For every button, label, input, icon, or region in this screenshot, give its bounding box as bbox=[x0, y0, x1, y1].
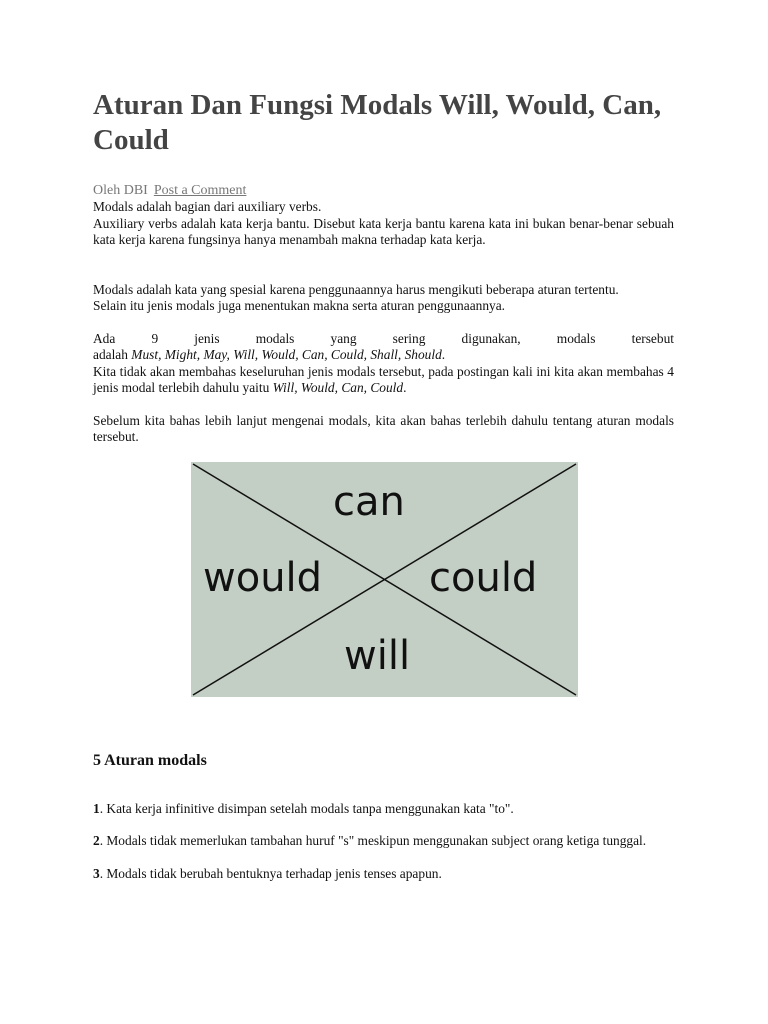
diagram-word-would: would bbox=[203, 554, 323, 601]
modals-diagram-image bbox=[191, 462, 578, 697]
diagram-word-will: will bbox=[344, 632, 411, 679]
p6-end: . bbox=[403, 380, 407, 395]
modals-list: Must, Might, May, Will, Would, Can, Could, Shall, Should bbox=[131, 347, 442, 362]
p5-prefix: adalah bbox=[93, 347, 132, 362]
rule-number: 1 bbox=[93, 800, 100, 816]
paragraph-6 bbox=[93, 364, 674, 397]
p5-end: . bbox=[441, 347, 446, 362]
author-label: Oleh DBI bbox=[93, 183, 148, 198]
rule-text: . Modals tidak memerlukan tambahan huruf "s" meskipun menggunakan subject orang ketiga tunggal. bbox=[99, 833, 647, 848]
rule-number: 2 bbox=[93, 833, 100, 848]
paragraph-7: Sebelum kita bahas lebih lanjut mengenai modals, kita akan bahas terlebih dahulu tentang aturan modals tersebut. bbox=[93, 412, 674, 444]
article bbox=[93, 88, 674, 882]
rule-item bbox=[93, 833, 674, 850]
p6-prefix: Kita tidak akan membahas keseluruhan jenis modals tersebut, pada postingan kali ini kita akan membahas 4 jenis modal terlebih dahulu yaitu bbox=[93, 363, 674, 395]
paragraph-1: Modals adalah bagian dari auxiliary verbs. bbox=[93, 199, 322, 214]
paragraph-4: Selain itu jenis modals juga menentukan makna serta aturan penggunaannya. bbox=[93, 298, 506, 313]
paragraph-2: Auxiliary verbs adalah kata kerja bantu. Disebut kata kerja bantu karena kata ini bukan benar-benar sebuah kata kerja karena fungsinya hanya menambah makna terhadap kata kerja. bbox=[93, 215, 674, 247]
paragraph-5-line-2 bbox=[93, 347, 674, 364]
byline bbox=[93, 182, 674, 199]
rule-item bbox=[93, 866, 674, 883]
rule-item bbox=[93, 801, 674, 818]
post-comment-link[interactable]: Post a Comment bbox=[153, 183, 247, 198]
paragraph-3: Modals adalah kata yang spesial karena penggunaannya harus mengikuti beberapa aturan tertentu. bbox=[93, 281, 619, 297]
article-title: Aturan Dan Fungsi Modals Will, Would, Can, Could bbox=[93, 89, 662, 156]
rule-number: 3 bbox=[93, 865, 100, 881]
rules-heading: 5 Aturan modals bbox=[93, 751, 207, 769]
diagram-word-can: can bbox=[333, 478, 405, 525]
paragraph-5-line-1: Ada 9 jenis modals yang sering digunakan, modals tersebut bbox=[93, 330, 674, 346]
rule-text: . Kata kerja infinitive disimpan setelah modals tanpa menggunakan kata "to". bbox=[99, 800, 514, 816]
rule-text: . Modals tidak berubah bentuknya terhadap jenis tenses apapun. bbox=[99, 865, 442, 881]
diagram-word-could: could bbox=[429, 554, 538, 601]
four-modals: Will, Would, Can, Could bbox=[272, 380, 404, 395]
